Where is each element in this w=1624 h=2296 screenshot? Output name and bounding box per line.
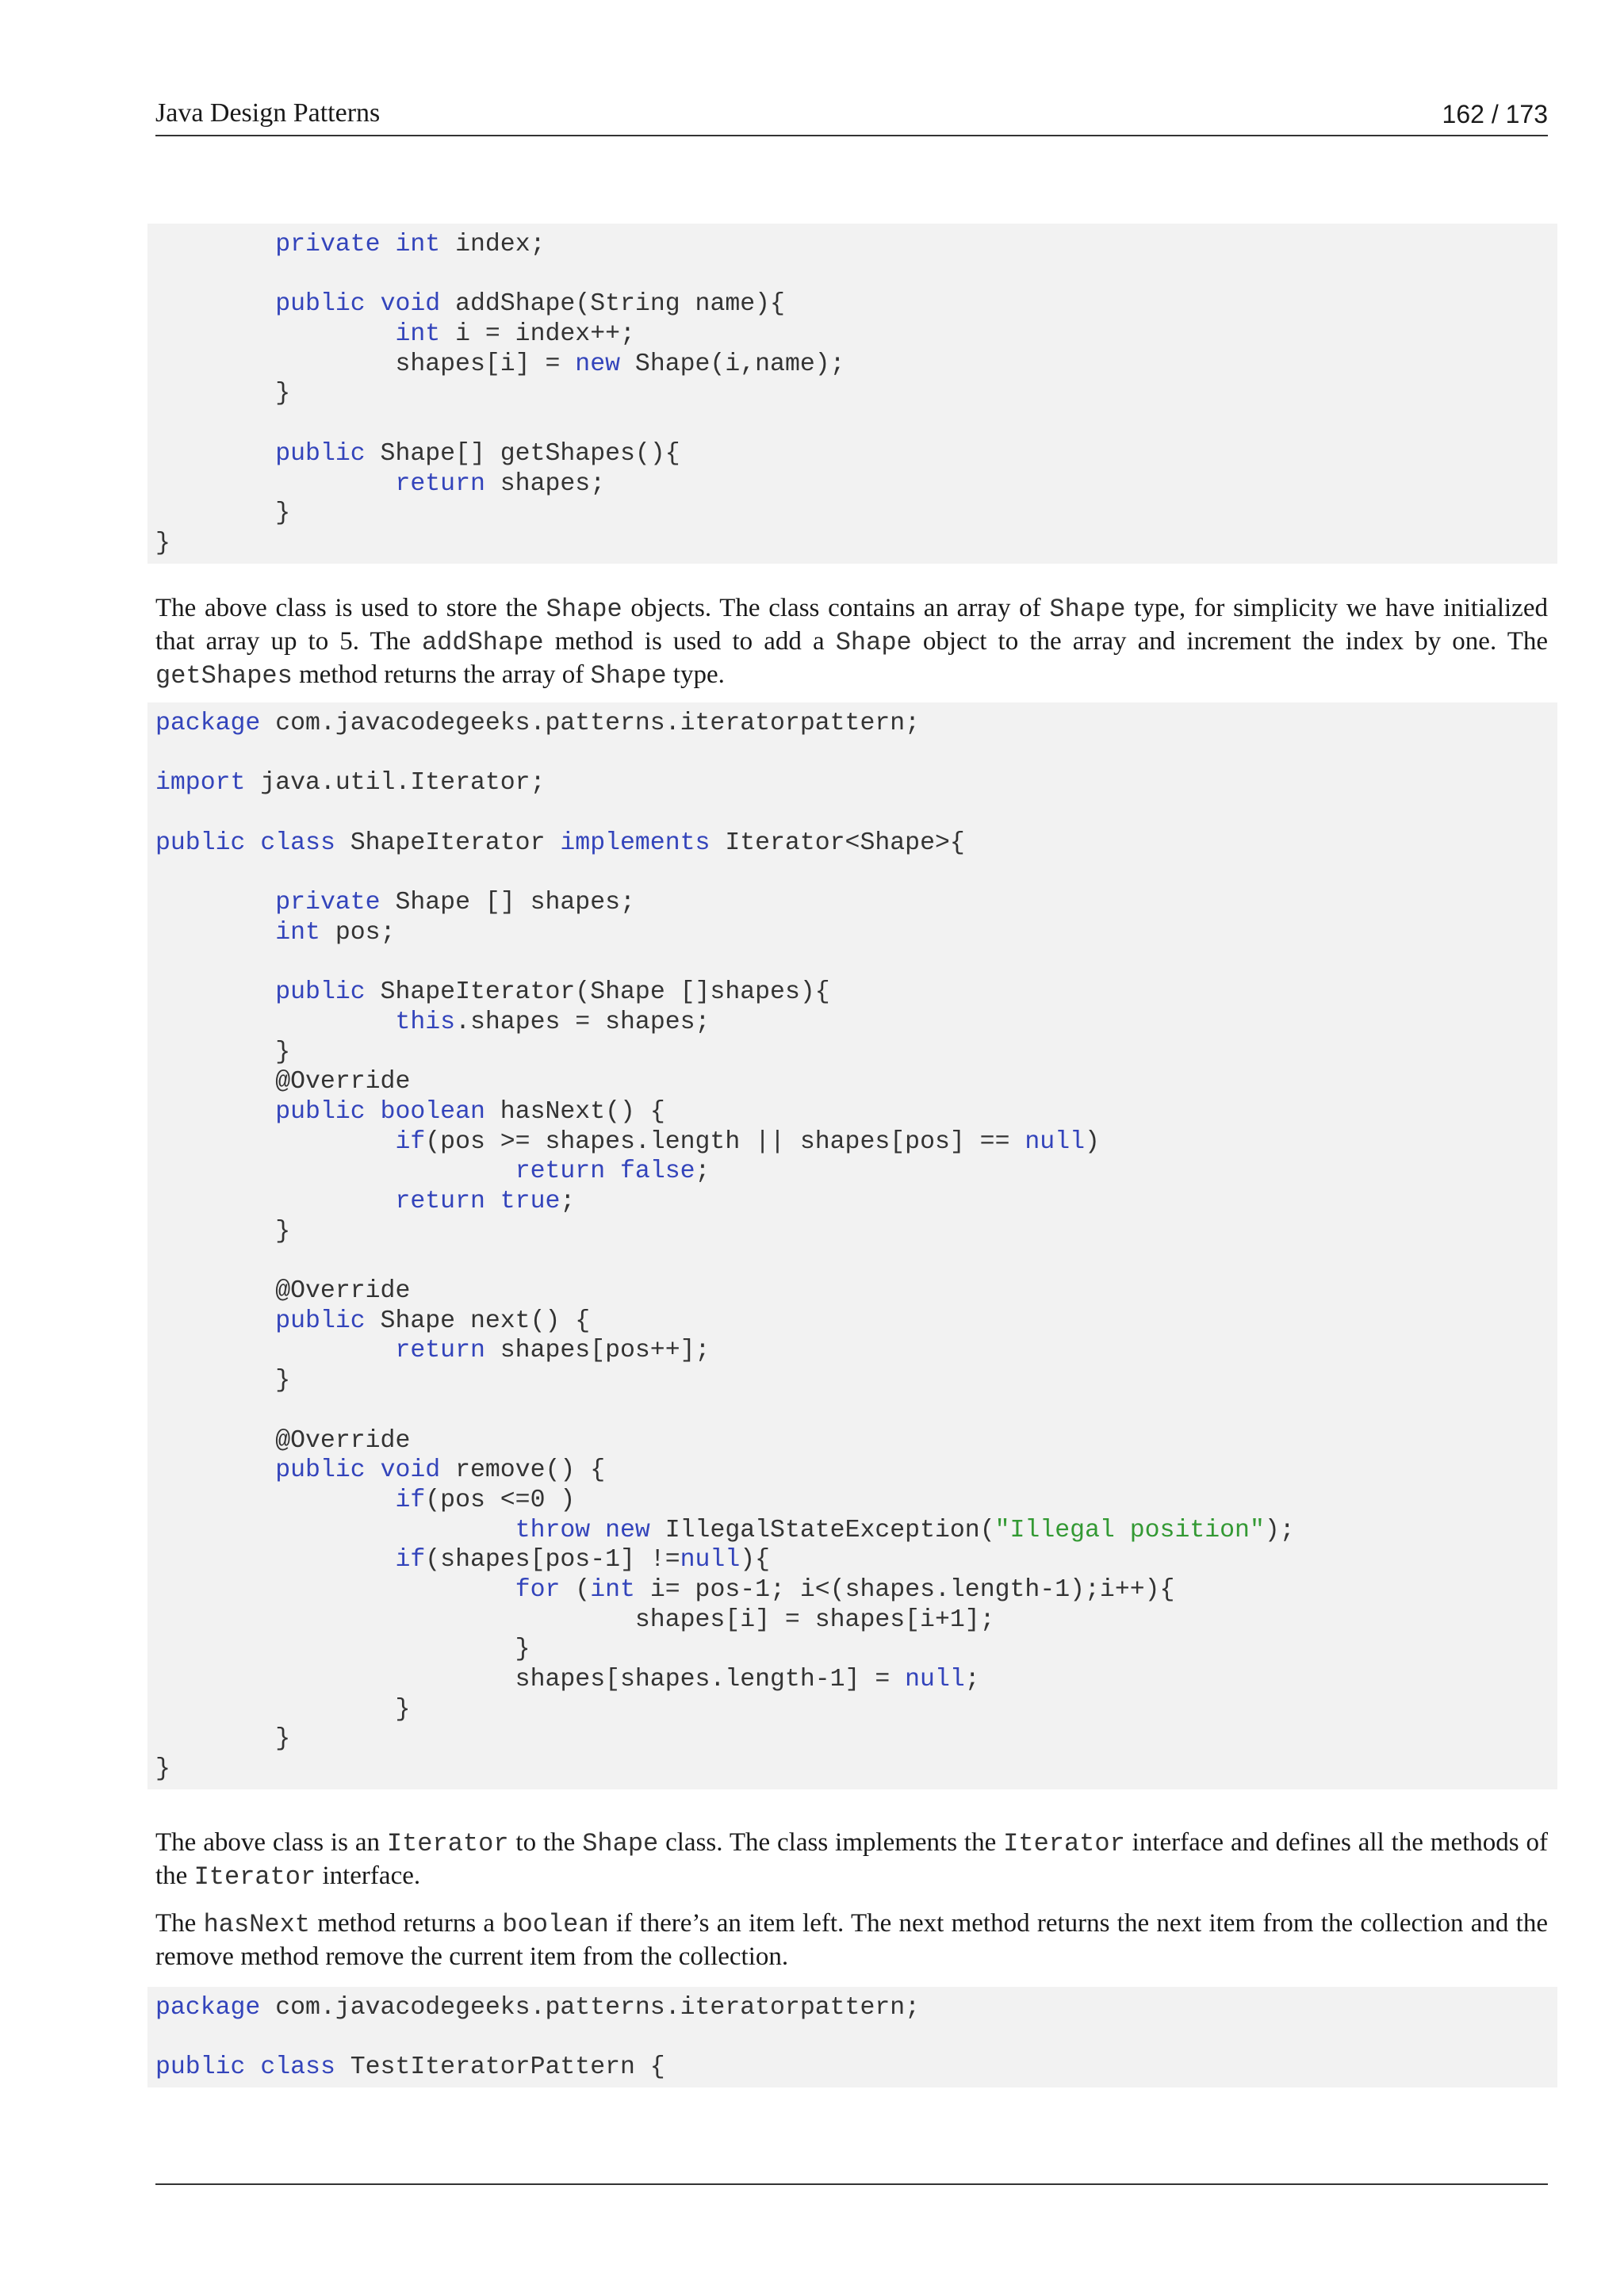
code-text [155, 1158, 515, 1185]
code-keyword: return [395, 1337, 485, 1365]
code-block-shape-storage [147, 224, 1557, 564]
inline-code: Shape [590, 661, 667, 691]
code-line [147, 858, 1557, 888]
code-text [155, 1456, 275, 1484]
code-keyword: package [155, 710, 261, 737]
code-line [147, 409, 1557, 439]
code-text: Iterator<Shape>{ [710, 828, 965, 857]
code-keyword: public [275, 439, 366, 468]
code-line [147, 1396, 1557, 1426]
code-text [155, 978, 275, 1006]
code-text [155, 1098, 275, 1126]
code-text: shapes[shapes.length-1] = [155, 1666, 906, 1693]
code-text: Shape next() { [365, 1307, 591, 1335]
code-line [147, 1724, 1557, 1755]
code-text [155, 470, 395, 498]
code-text: i = index++; [440, 320, 635, 349]
code-text: Shape[] getShapes(){ [365, 439, 680, 468]
code-text: } [155, 380, 291, 408]
code-line [147, 1993, 1557, 2023]
code-text: } [155, 1367, 291, 1395]
code-keyword: this [395, 1008, 456, 1036]
code-keyword: if [395, 1546, 426, 1575]
code-text: } [155, 1755, 170, 1784]
code-text: } [155, 1217, 291, 1246]
code-line [147, 2023, 1557, 2053]
inline-code: Shape [582, 1829, 659, 1858]
code-keyword: return [395, 469, 485, 498]
code-text: index; [440, 231, 546, 258]
code-line [147, 1127, 1557, 1158]
code-text: shapes[pos++]; [485, 1337, 710, 1365]
code-line [147, 1246, 1557, 1276]
paragraph-text: type. [666, 660, 725, 689]
code-text [155, 320, 395, 348]
code-line [147, 350, 1557, 380]
code-string: "Illegal position" [994, 1516, 1265, 1544]
code-text [155, 889, 275, 916]
inline-code: Shape [546, 595, 622, 624]
code-text: IllegalStateException( [649, 1516, 995, 1544]
code-text [605, 1158, 620, 1185]
code-line [147, 1067, 1557, 1097]
code-text: ; [560, 1188, 576, 1215]
code-keyword: int [395, 231, 441, 258]
code-text: } [155, 1725, 291, 1754]
code-text: @Override [155, 1426, 411, 1455]
code-text: TestIteratorPattern { [335, 2053, 665, 2082]
code-text: remove() { [440, 1456, 606, 1485]
code-line [147, 1276, 1557, 1307]
code-line [147, 499, 1557, 529]
code-line [147, 1695, 1557, 1725]
code-text: (pos >= shapes.length || shapes[pos] == [425, 1127, 1025, 1156]
paragraph-iterator-description [155, 1827, 1548, 1893]
code-block-shape-iterator [147, 702, 1557, 1789]
paragraph-text: method returns the array of [292, 660, 591, 689]
code-keyword: if [395, 1486, 426, 1514]
code-text: } [155, 1038, 291, 1066]
code-keyword: null [1025, 1127, 1086, 1156]
code-line [147, 828, 1557, 859]
code-text [366, 1098, 381, 1126]
code-text: } [155, 529, 170, 557]
code-keyword: null [680, 1546, 741, 1575]
code-text: ); [1264, 1516, 1295, 1544]
paragraph-text: The above class is an [155, 1828, 387, 1857]
code-line [147, 1426, 1557, 1456]
code-line [147, 260, 1557, 290]
page-header [155, 94, 1548, 136]
code-text: com.javacodegeeks.patterns.iteratorpattern; [260, 1994, 921, 2022]
code-text [155, 1188, 395, 1215]
code-text [485, 1188, 500, 1215]
paragraph-text: type, for simplicity we have initialized that array up to 5. The [155, 594, 1548, 656]
code-line [147, 978, 1557, 1008]
book-title: Java Design Patterns [155, 98, 381, 128]
code-line [147, 1038, 1557, 1068]
code-keyword: new [575, 350, 621, 378]
code-text [245, 829, 260, 857]
code-keyword: int [275, 918, 320, 947]
code-line [147, 918, 1557, 948]
code-keyword: int [590, 1575, 635, 1604]
paragraph-text: The above class is used to store the [155, 594, 546, 622]
code-keyword: class [260, 828, 335, 857]
code-keyword: boolean [380, 1097, 485, 1126]
code-text: Shape(i,name); [620, 350, 845, 378]
code-keyword: class [260, 2053, 335, 2082]
code-text [155, 1128, 395, 1156]
code-keyword: public [275, 290, 366, 319]
code-text [155, 1008, 395, 1036]
code-text: ){ [740, 1546, 771, 1575]
inline-code: getShapes [155, 661, 293, 691]
code-keyword: null [905, 1666, 965, 1693]
inline-code: addShape [421, 628, 544, 657]
code-keyword: void [380, 1456, 441, 1485]
code-block-test-pattern [147, 1987, 1557, 2087]
code-text: } [155, 1636, 530, 1664]
code-text: } [155, 1695, 411, 1724]
code-text: addShape(String name){ [440, 290, 785, 319]
paragraph-text: objects. The class contains an array of [622, 594, 1050, 622]
code-keyword: public [275, 1456, 366, 1485]
code-text [155, 1546, 395, 1574]
code-text: shapes[i] = [155, 350, 576, 378]
code-text: ) [1085, 1127, 1100, 1156]
code-text [381, 231, 396, 258]
code-keyword: package [155, 1994, 261, 2022]
code-line [147, 709, 1557, 739]
code-line [147, 1575, 1557, 1605]
code-keyword: false [620, 1158, 695, 1186]
code-line [147, 230, 1557, 260]
code-text [366, 290, 381, 318]
code-text: i= pos-1; i<(shapes.length-1);i++){ [634, 1575, 1175, 1604]
code-text: shapes; [485, 469, 606, 498]
code-line [147, 1516, 1557, 1546]
inline-code: Shape [835, 628, 912, 657]
inline-code: Iterator [1003, 1829, 1125, 1858]
code-line [147, 320, 1557, 350]
code-line [147, 1366, 1557, 1396]
code-line [147, 1187, 1557, 1217]
code-text [155, 1337, 395, 1364]
paragraph-text: interface and defines all the methods of the [155, 1828, 1549, 1890]
code-keyword: return [515, 1158, 606, 1186]
code-keyword: implements [560, 828, 710, 857]
code-line [147, 289, 1557, 320]
paragraph-method-description [155, 1908, 1548, 1973]
code-line [147, 1486, 1557, 1516]
code-text [155, 1517, 515, 1544]
code-keyword: public [275, 1097, 366, 1126]
code-text: @Override [155, 1068, 411, 1096]
code-line [147, 1157, 1557, 1187]
code-line [147, 1336, 1557, 1366]
code-text [155, 1487, 395, 1514]
code-line [147, 798, 1557, 828]
paragraph-text: interface. [316, 1862, 421, 1890]
inline-code: boolean [502, 1910, 609, 1939]
inline-code: Iterator [193, 1862, 316, 1892]
code-line [147, 739, 1557, 769]
code-text [155, 231, 275, 258]
code-line [147, 1605, 1557, 1636]
code-text: pos; [320, 918, 396, 947]
code-keyword: private [275, 231, 381, 258]
code-text: @Override [155, 1277, 411, 1306]
inline-code: Iterator [386, 1829, 509, 1858]
code-line [147, 1217, 1557, 1247]
paragraph-text: if there’s an item left. The next method returns the next item from the collection and the remove method remove the current item from the collection. [155, 1909, 1548, 1971]
code-keyword: true [500, 1188, 561, 1215]
code-line [147, 888, 1557, 918]
code-line [147, 948, 1557, 978]
code-line [147, 1665, 1557, 1695]
code-keyword: public [155, 828, 246, 857]
paragraph-shape-storage-description [155, 592, 1548, 692]
code-text [155, 1307, 275, 1335]
code-text [245, 2053, 260, 2081]
code-keyword: void [380, 290, 441, 319]
code-line [147, 768, 1557, 798]
paragraph-text: method returns a [310, 1909, 503, 1938]
code-text [366, 1456, 381, 1484]
code-text: } [155, 499, 291, 528]
paragraph-text: method is used to add a [543, 627, 836, 656]
code-keyword: private [275, 889, 381, 917]
code-text: (pos <=0 ) [425, 1486, 576, 1514]
code-keyword: throw [515, 1516, 591, 1544]
code-text: java.util.Iterator; [245, 769, 546, 798]
code-keyword: public [275, 978, 366, 1007]
code-text: ; [695, 1158, 710, 1186]
code-keyword: public [275, 1307, 366, 1335]
code-text: Shape [] shapes; [380, 889, 635, 917]
code-text: ( [560, 1575, 591, 1604]
code-text [155, 440, 275, 468]
code-line [147, 1635, 1557, 1665]
code-text: ShapeIterator [335, 828, 561, 857]
code-text [155, 1576, 515, 1604]
footer-rule [155, 2183, 1548, 2185]
code-keyword: for [515, 1575, 561, 1604]
code-line [147, 2053, 1557, 2083]
code-line [147, 1545, 1557, 1575]
code-line [147, 379, 1557, 409]
code-keyword: import [155, 769, 246, 798]
code-line [147, 1307, 1557, 1337]
code-keyword: new [605, 1516, 650, 1544]
code-text [155, 290, 275, 318]
code-text: .shapes = shapes; [455, 1008, 710, 1036]
code-text: hasNext() { [485, 1097, 665, 1126]
code-keyword: return [395, 1188, 485, 1215]
paragraph-text: The [155, 1909, 204, 1938]
code-line [147, 1456, 1557, 1486]
paragraph-text: object to the array and increment the index by one. The [911, 627, 1548, 656]
paragraph-text: class. The class implements the [658, 1828, 1004, 1857]
code-text [155, 919, 275, 947]
code-text [590, 1517, 605, 1544]
code-text: shapes[i] = shapes[i+1]; [155, 1605, 995, 1634]
code-keyword: public [155, 2053, 246, 2082]
code-text: (shapes[pos-1] != [425, 1546, 680, 1575]
inline-code: Shape [1049, 595, 1126, 624]
paragraph-text: to the [508, 1828, 583, 1857]
page-number: 162 / 173 [1442, 100, 1548, 128]
code-text: ; [964, 1666, 980, 1693]
code-keyword: if [395, 1127, 426, 1156]
code-line [147, 529, 1557, 559]
code-line [147, 1097, 1557, 1127]
code-text: ShapeIterator(Shape []shapes){ [365, 978, 830, 1007]
code-keyword: int [395, 320, 441, 349]
code-text: com.javacodegeeks.patterns.iteratorpattern; [260, 710, 921, 737]
code-line [147, 469, 1557, 499]
code-line [147, 1008, 1557, 1038]
code-line [147, 439, 1557, 469]
code-line [147, 1755, 1557, 1785]
inline-code: hasNext [203, 1910, 310, 1939]
